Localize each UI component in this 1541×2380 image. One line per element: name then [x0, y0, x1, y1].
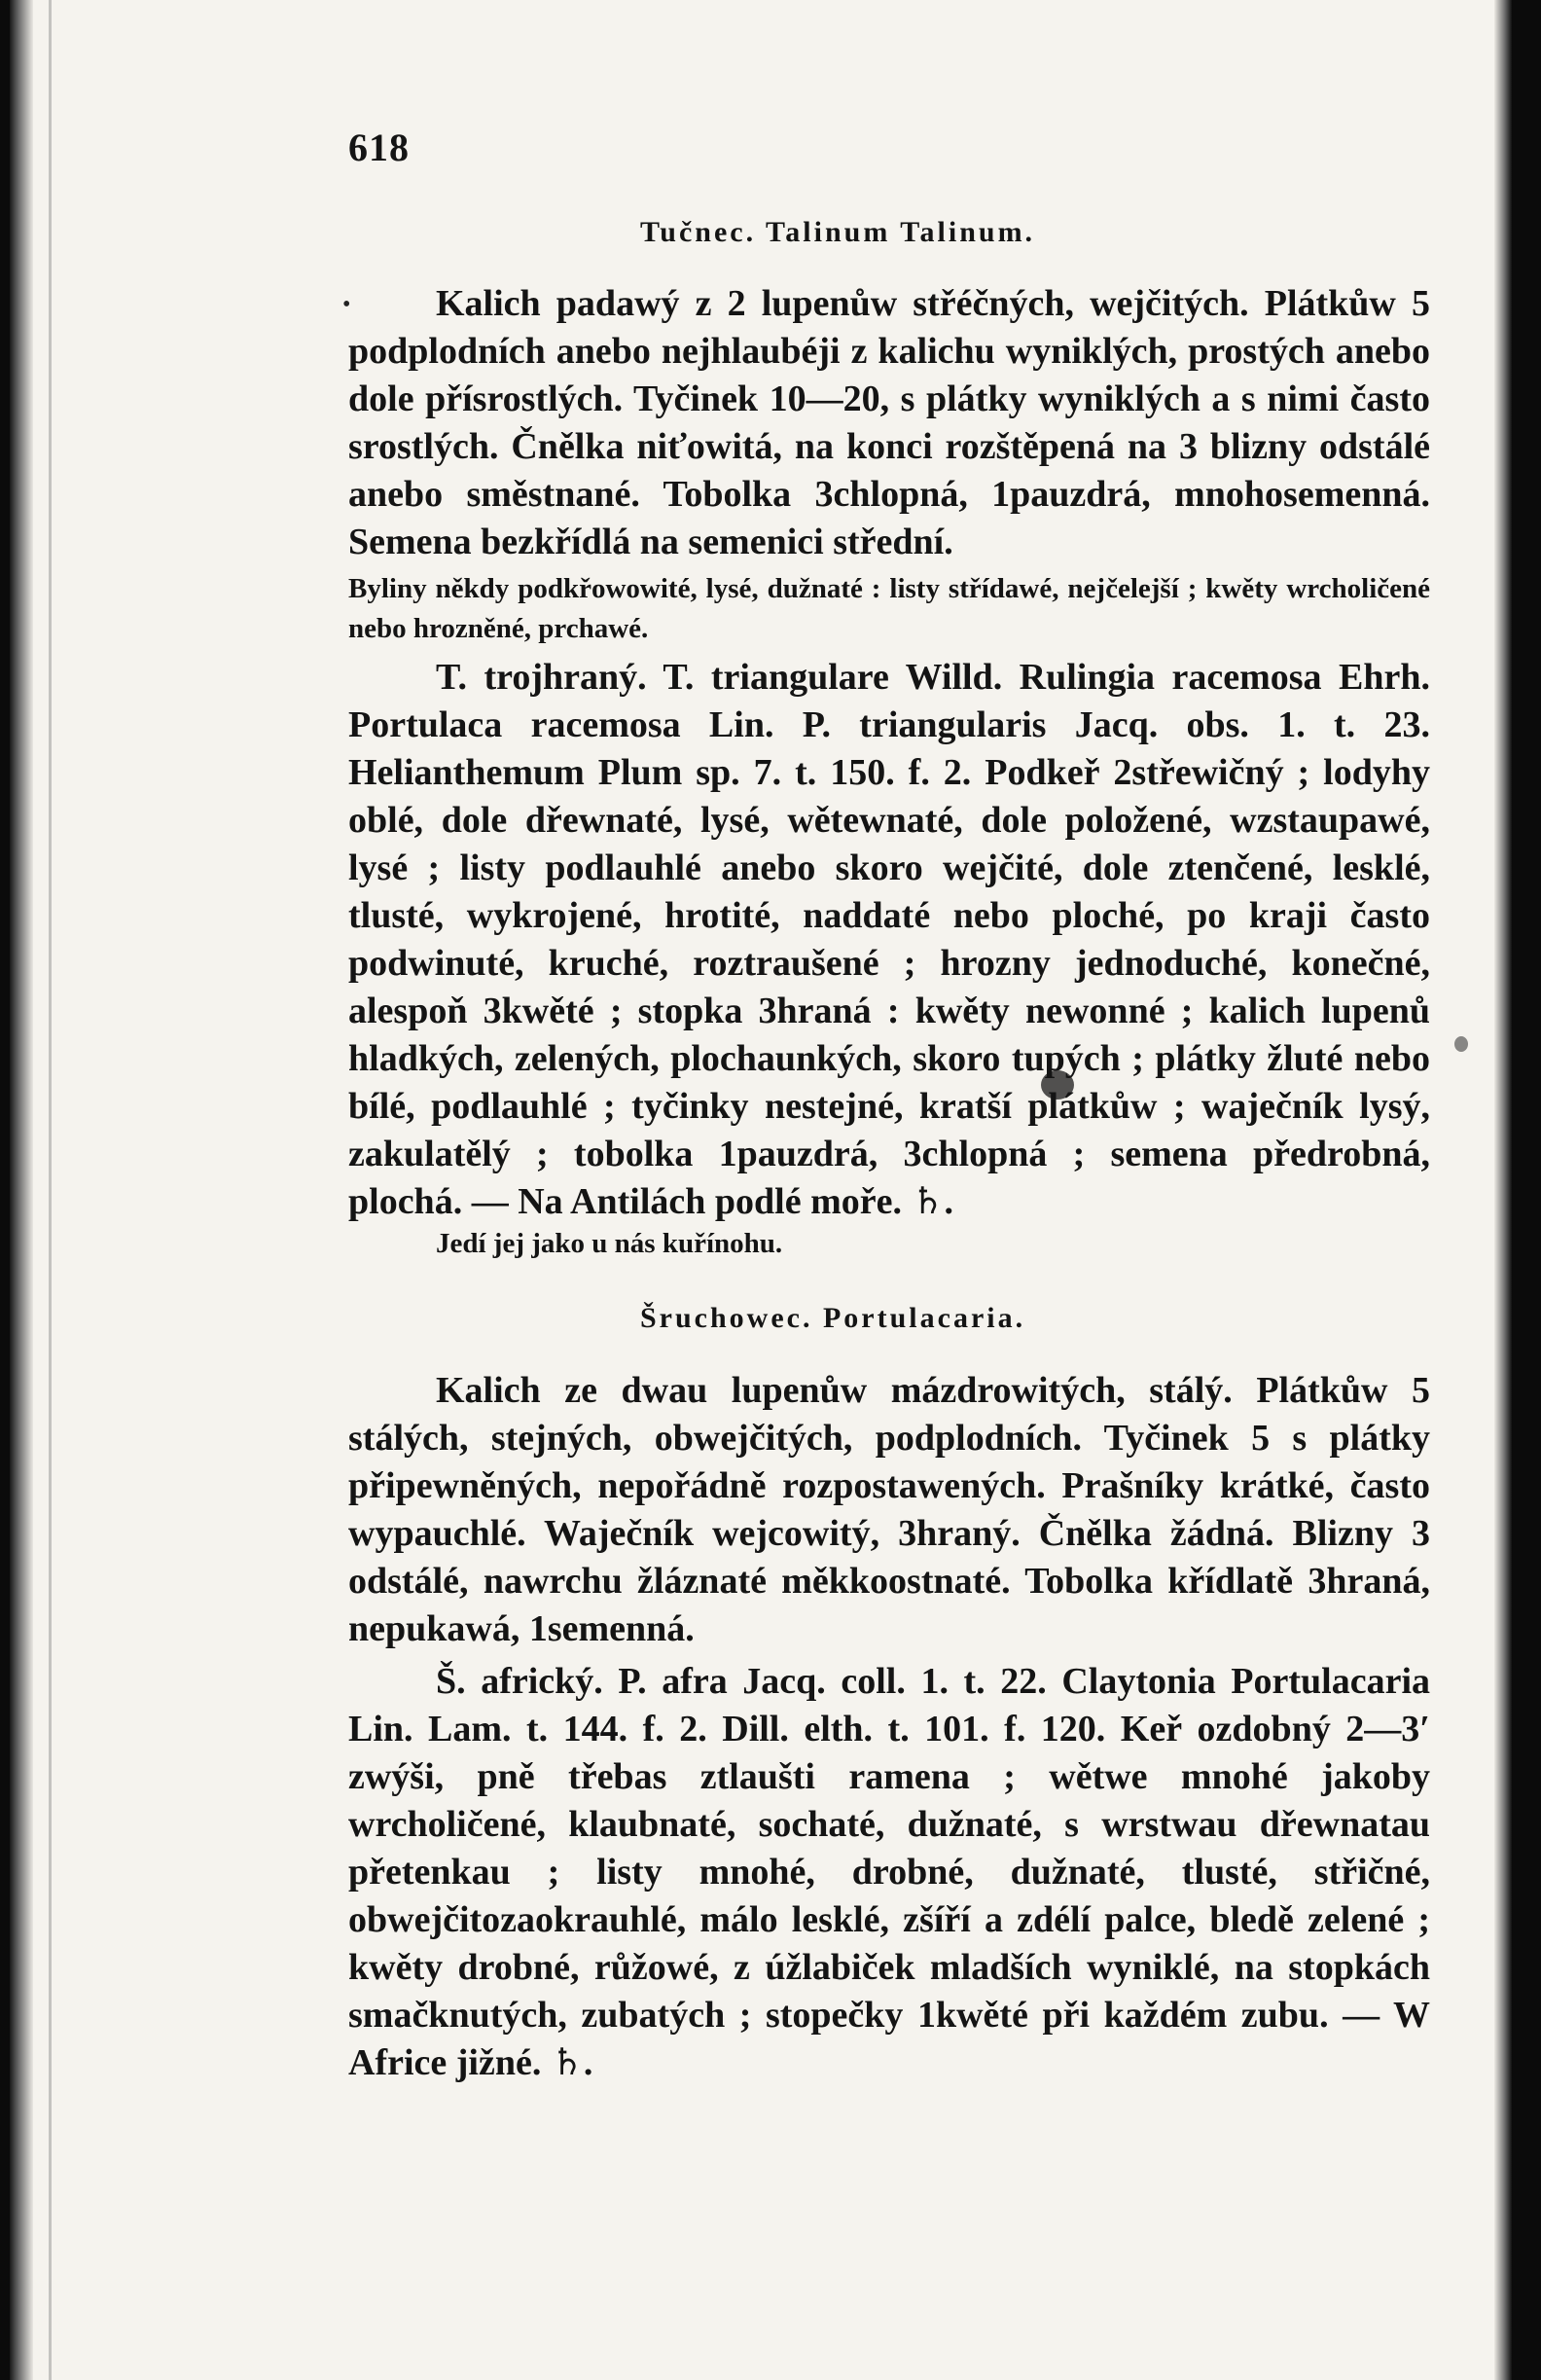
genus-header: Tučnec. Talinum Talinum. [640, 216, 1036, 248]
species-description: Š. africký. P. afra Jacq. coll. 1. t. 22. Claytonia Portulacaria Lin. Lam. t. 144. f. 2. Dill. elth. t. 101. f. 120. Keř ozdobný 2—3′ zwýši, pně třebas ztlaušti ramena ; wětwe mnohé jakoby wrcholičené, klaubnaté, sochaté, dužnaté, s wrstwau dřewnatau přetenkau ; listy mnohé, drobné, dužnaté, tlusté, střičné, obwejčitozaokrauhlé, málo lesklé, zšíří a zdélí palce, bledě zelené ; kwěty drobné, růžowé, z úžlabiček mladších wyniklé, na stopkách smačknutých, zubatých ; stopečky 1kwěté při každém zubu. — W Africe jižné. ♄. [348, 1661, 1430, 2083]
page-right-edge [1494, 0, 1512, 2380]
species-description: T. trojhraný. T. triangulare Willd. Rulingia racemosa Ehrh. Portulaca racemosa Lin. P. triangularis Jacq. obs. 1. t. 23. Helianthemum Plum sp. 7. t. 150. f. 2. Podkeř 2střewičný ; lodyhy oblé, dole dřewnaté, lysé, wětewnaté, dole položené, wzstaupawé, lysé ; listy podlauhlé anebo skoro wejčité, dole ztenčené, lesklé, tlusté, wykrojené, hrotité, naddaté nebo ploché, po kraji často podwinuté, kruché, roztraušené ; hrozny jednoduché, konečné, alespoň 3kwěté ; stopka 3hraná : kwěty newonné ; kalich lupenů hladkých, zelených, plochaunkých, skoro tupých ; plátky žluté nebo bílé, podlauhlé ; tyčinky nestejné, kratší plátkůw ; waječník lysý, zakulatělý ; tobolka 1pauzdrá, 3chlopná ; semena předrobná, plochá. — Na Antilách podlé moře. ♄. [348, 657, 1430, 1222]
ink-smudge [1454, 1036, 1468, 1052]
genus-header: Šruchowec. Portulacaria. [640, 1302, 1026, 1334]
bullet-mark: • [342, 292, 351, 317]
species-note: Jedí jej jako u nás kuřínohu. [436, 1228, 783, 1259]
page-margin-line [49, 0, 52, 2380]
page-left-edge [10, 0, 33, 2380]
genus-description: Kalich padawý z 2 lupenůw střéčných, wejčitých. Plátkůw 5 podplodních anebo nejhlaubéji z kalichu wyniklých, prostých anebo dole přísrostlých. Tyčinek 10—20, s plátky wyniklých a s nimi často srostlých. Čnělka niťowitá, na konci rozštěpená na 3 blizny odstálé anebo směstnané. Tobolka 3chlopná, 1pauzdrá, mnohosemenná. Semena bezkřídlá na semenici střední. [348, 283, 1430, 562]
page-number: 618 [348, 126, 410, 169]
book-page [10, 0, 1512, 2380]
genus-description: Kalich ze dwau lupenůw mázdrowitých, stálý. Plátkůw 5 stálých, stejných, obwejčitých, podplodních. Tyčinek 5 s plátky připewněných, nepořádně rozpostawených. Prašníky krátké, často wypauchlé. Waječník wejcowitý, 3hraný. Čnělka žádná. Blizny 3 odstálé, nawrchu žláznaté měkkoostnaté. Tobolka křídlatě 3hraná, nepukawá, 1semenná. [348, 1370, 1430, 1649]
genus-note: Byliny někdy podkřowowité, lysé, dužnaté : listy střídawé, nejčelejší ; kwěty wrcholičené nebo hrozněné, prchawé. [348, 573, 1430, 644]
